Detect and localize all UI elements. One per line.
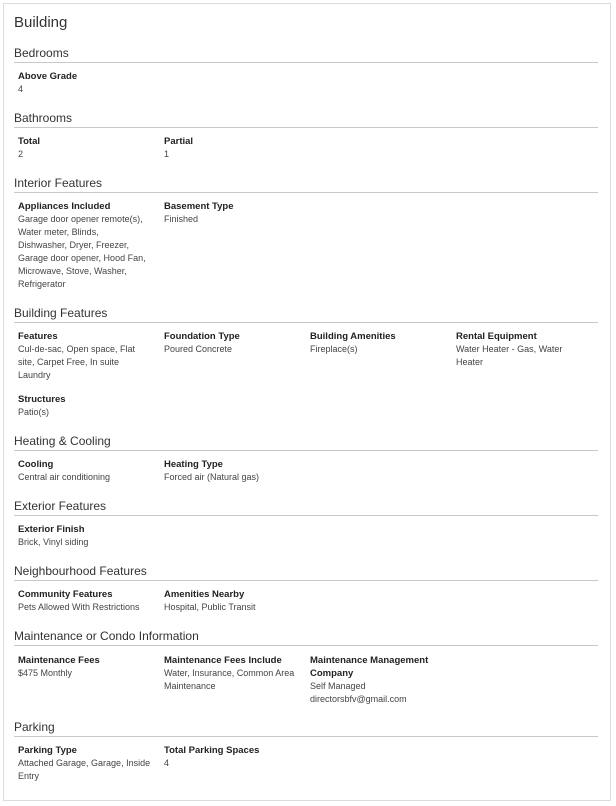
- field-value: 1: [164, 149, 170, 159]
- field-total-parking-spaces: [164, 744, 304, 770]
- field-structures: [18, 393, 158, 419]
- field-value: Garage door opener remote(s), Water meter, Blinds, Dishwasher, Dryer, Freezer, Garage door opener, Hood Fan, Microwave, Stove, Washer, Refrigerator: [18, 214, 146, 289]
- field-label: Basement Type: [164, 201, 234, 212]
- field-partial-bathrooms: [164, 135, 304, 161]
- section-title: Interior Features: [14, 176, 598, 193]
- section-title: Neighbourhood Features: [14, 564, 598, 581]
- field-label: Exterior Finish: [18, 524, 85, 535]
- field-value: Fireplace(s): [310, 344, 358, 354]
- section-title: Building Features: [14, 306, 598, 323]
- field-cooling: [18, 458, 158, 484]
- section-neighbourhood-features: [14, 564, 598, 612]
- field-basement-type: [164, 200, 304, 226]
- field-value: Pets Allowed With Restrictions: [18, 602, 140, 612]
- field-foundation-type: [164, 330, 304, 356]
- section-bedrooms: [14, 46, 598, 94]
- page-title: Building: [14, 14, 68, 31]
- section-exterior-features: [14, 499, 598, 547]
- field-label: Maintenance Management Company: [310, 655, 429, 679]
- section-maintenance: [14, 629, 598, 704]
- field-label: Total Parking Spaces: [164, 745, 260, 756]
- field-label: Total: [18, 136, 40, 147]
- section-title: Parking: [14, 720, 598, 737]
- field-maintenance-fees: [18, 654, 158, 680]
- field-label: Cooling: [18, 459, 54, 470]
- field-label: Features: [18, 331, 58, 342]
- section-title: Maintenance or Condo Information: [14, 629, 598, 646]
- field-amenities-nearby: [164, 588, 304, 614]
- field-value: 2: [18, 149, 24, 159]
- field-features: [18, 330, 158, 382]
- section-building-features: [14, 306, 598, 417]
- field-label: Structures: [18, 394, 66, 405]
- field-value: Cul-de-sac, Open space, Flat site, Carpet Free, In suite Laundry: [18, 344, 136, 380]
- field-label: Amenities Nearby: [164, 589, 245, 600]
- field-label: Building Amenities: [310, 331, 396, 342]
- field-parking-type: [18, 744, 158, 783]
- field-label: Community Features: [18, 589, 113, 600]
- field-value: Brick, Vinyl siding: [18, 537, 89, 547]
- field-value: Central air conditioning: [18, 472, 111, 482]
- field-value: 4: [164, 758, 170, 768]
- field-value: Hospital, Public Transit: [164, 602, 256, 612]
- field-label: Partial: [164, 136, 194, 147]
- field-appliances-included: [18, 200, 158, 291]
- section-heating-cooling: [14, 434, 598, 482]
- field-maintenance-fees-include: [164, 654, 304, 693]
- field-heating-type: [164, 458, 304, 484]
- section-bathrooms: [14, 111, 598, 159]
- field-label: Parking Type: [18, 745, 77, 756]
- field-label: Maintenance Fees: [18, 655, 100, 666]
- field-value: Attached Garage, Garage, Inside Entry: [18, 758, 151, 781]
- field-value: Forced air (Natural gas): [164, 472, 260, 482]
- section-title: Bathrooms: [14, 111, 598, 128]
- field-value: 4: [18, 84, 24, 94]
- section-interior-features: [14, 176, 598, 289]
- field-label: Heating Type: [164, 459, 223, 470]
- field-community-features: [18, 588, 158, 614]
- field-value: Self Managed directorsbfv@gmail.com: [310, 681, 407, 704]
- field-label: Rental Equipment: [456, 331, 537, 342]
- field-building-amenities: [310, 330, 450, 356]
- field-above-grade: [18, 70, 158, 96]
- field-label: Above Grade: [18, 71, 78, 82]
- section-title: Exterior Features: [14, 499, 598, 516]
- field-total-bathrooms: [18, 135, 158, 161]
- field-value: Finished: [164, 214, 199, 224]
- field-label: Maintenance Fees Include: [164, 655, 282, 666]
- field-management-company: [310, 654, 450, 706]
- section-title: Heating & Cooling: [14, 434, 598, 451]
- field-value: Patio(s): [18, 407, 50, 417]
- field-rental-equipment: [456, 330, 596, 369]
- section-title: Bedrooms: [14, 46, 598, 63]
- field-value: $475 Monthly: [18, 668, 73, 678]
- field-label: Foundation Type: [164, 331, 240, 342]
- field-value: Water Heater - Gas, Water Heater: [456, 344, 563, 367]
- field-exterior-finish: [18, 523, 158, 549]
- field-label: Appliances Included: [18, 201, 111, 212]
- field-value: Poured Concrete: [164, 344, 233, 354]
- field-value: Water, Insurance, Common Area Maintenance: [164, 668, 295, 691]
- section-parking: [14, 720, 598, 781]
